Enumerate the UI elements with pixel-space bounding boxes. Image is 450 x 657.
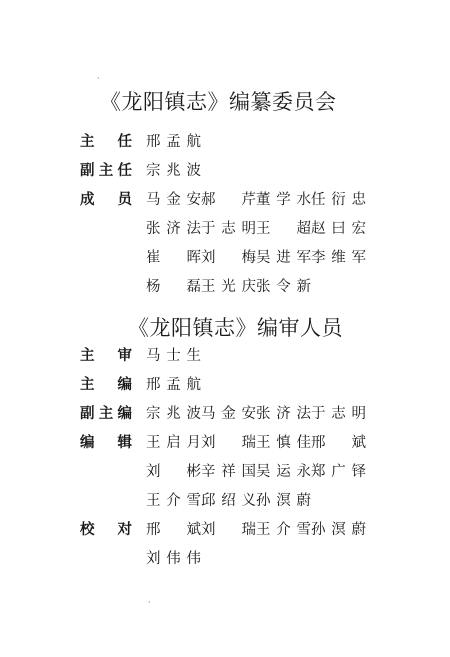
person-name: 宗兆波 — [146, 406, 201, 422]
editorial-staff-title: 《龙阳镇志》编审人员 — [128, 316, 343, 340]
name-row — [146, 518, 366, 539]
role-label — [80, 402, 132, 423]
name-row — [146, 547, 201, 568]
name-row — [146, 188, 366, 209]
person-name: 孙溟蔚 — [311, 522, 366, 538]
person-name: 马金安 — [146, 192, 201, 208]
role-label — [80, 130, 132, 151]
name-row — [146, 130, 201, 151]
person-name: 王启月 — [146, 435, 201, 451]
name-row — [146, 159, 201, 180]
person-name: 刘 梅 — [201, 250, 256, 266]
person-name: 王介雪 — [256, 522, 311, 538]
role-char: 成 — [80, 191, 95, 208]
person-name: 邢孟航 — [146, 377, 201, 393]
role-char: 任 — [117, 133, 132, 150]
person-name: 张济法 — [146, 221, 201, 237]
person-name: 孙溟蔚 — [256, 493, 311, 509]
person-name: 崔 晖 — [146, 250, 201, 266]
name-row — [146, 431, 366, 452]
role-char: 主 — [98, 162, 114, 179]
role-label — [80, 188, 132, 209]
person-name: 杨 磊 — [146, 279, 201, 295]
name-row — [146, 217, 366, 238]
role-char: 主 — [80, 347, 95, 364]
person-name: 邢孟航 — [146, 134, 201, 150]
person-name: 王介雪 — [146, 493, 201, 509]
person-name: 任衍忠 — [311, 192, 366, 208]
role-label — [80, 518, 132, 539]
name-row — [146, 373, 201, 394]
person-name: 吴进军 — [256, 250, 311, 266]
person-name: 赵曰宏 — [311, 221, 366, 237]
person-name: 董学水 — [256, 192, 311, 208]
role-char: 主 — [80, 133, 95, 150]
name-row — [146, 460, 366, 481]
person-name: 邢 斌 — [146, 522, 201, 538]
name-row — [146, 402, 366, 423]
person-name: 王慎佳 — [256, 435, 311, 451]
role-char: 员 — [117, 191, 132, 208]
person-name: 刘 瑞 — [201, 522, 256, 538]
person-name: 王光庆 — [201, 279, 256, 295]
role-char: 编 — [117, 376, 132, 393]
person-name: 于志明 — [201, 221, 256, 237]
person-name: 邢 斌 — [311, 435, 366, 451]
person-name: 邱绍义 — [201, 493, 256, 509]
role-char: 辑 — [117, 434, 132, 451]
person-name: 张济法 — [256, 406, 311, 422]
person-name: 宗兆波 — [146, 163, 201, 179]
person-name: 张令新 — [256, 279, 311, 295]
person-name: 辛祥国 — [201, 464, 256, 480]
person-name: 于志明 — [311, 406, 366, 422]
role-label — [80, 431, 132, 452]
name-row — [146, 344, 201, 365]
person-name: 王 超 — [256, 221, 311, 237]
person-name: 刘 彬 — [146, 464, 201, 480]
person-name: 吴运永 — [256, 464, 311, 480]
scan-speck: · — [148, 598, 151, 607]
role-label — [80, 159, 132, 180]
person-name: 郑广铎 — [311, 464, 366, 480]
person-name: 马士生 — [146, 348, 201, 364]
name-row — [146, 246, 366, 267]
name-row — [146, 275, 311, 296]
person-name: 郝 芹 — [201, 192, 256, 208]
role-char: 编 — [117, 405, 132, 422]
person-name: 刘 瑞 — [201, 435, 256, 451]
role-char: 主 — [98, 405, 114, 422]
person-name: 刘伟伟 — [146, 551, 201, 567]
person-name: 李维军 — [311, 250, 366, 266]
role-char: 对 — [117, 521, 132, 538]
name-row — [146, 489, 311, 510]
committee-title: 《龙阳镇志》编纂委员会 — [100, 90, 337, 114]
role-char: 编 — [80, 434, 95, 451]
scan-speck: · — [97, 74, 100, 83]
role-char: 副 — [80, 405, 95, 422]
role-char: 主 — [80, 376, 95, 393]
role-char: 校 — [80, 521, 95, 538]
person-name: 马金安 — [201, 406, 256, 422]
role-label — [80, 373, 132, 394]
role-char: 任 — [117, 162, 132, 179]
role-char: 副 — [80, 162, 95, 179]
role-label — [80, 344, 132, 365]
role-char: 审 — [117, 347, 132, 364]
